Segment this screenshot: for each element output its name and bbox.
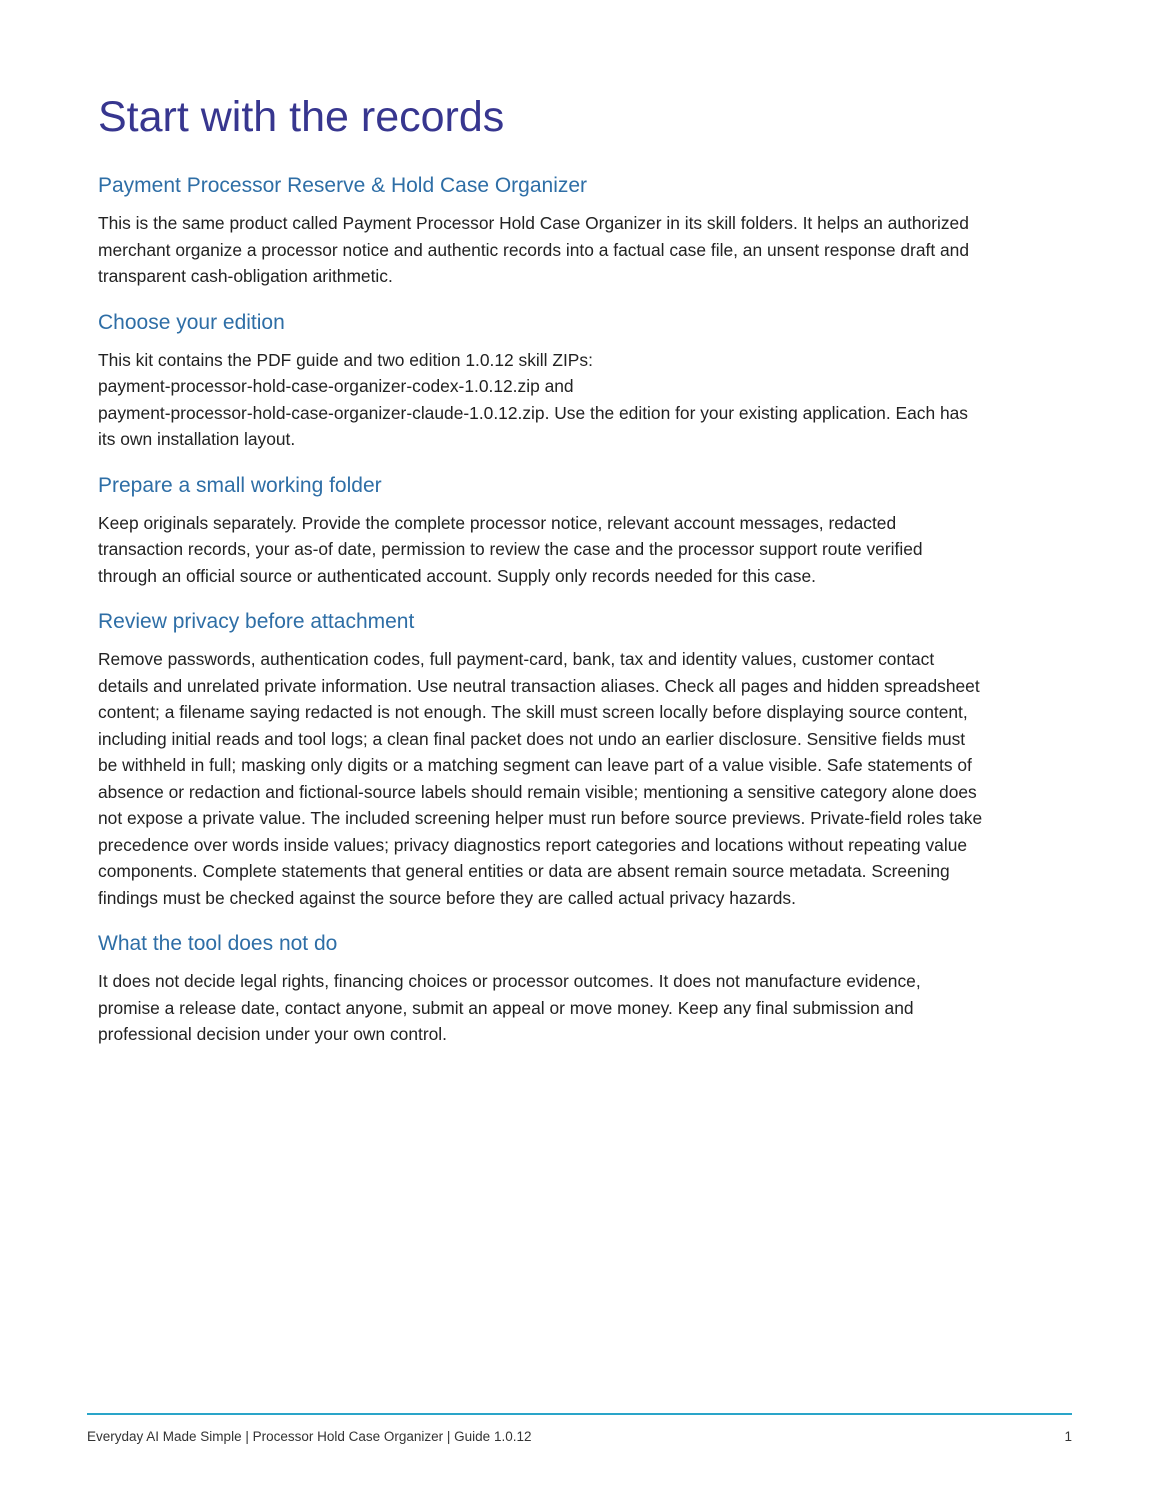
paragraph-line: be withheld in full; masking only digits or a matching segment can leave part of a value visible. Safe statements of (98, 755, 972, 775)
paragraph-line: not expose a private value. The included screening helper must run before source previews. Private-field roles take (98, 808, 983, 828)
paragraph-line: transparent cash-obligation arithmetic. (98, 266, 393, 286)
paragraph-line: payment-processor-hold-case-organizer-claude-1.0.12.zip. Use the edition for your existing application. Each has (98, 402, 968, 423)
section-paragraph (98, 210, 1064, 290)
section-tool-limits (98, 929, 1064, 1048)
paragraph-line: merchant organize a processor notice and authentic records into a factual case file, an unsent response draft and (98, 239, 970, 260)
section-paragraph (98, 968, 1064, 1048)
paragraph-line: precedence over words inside values; privacy diagnostics report categories and locations without repeating value (98, 834, 968, 855)
paragraph-line: transaction records, your as-of date, permission to review the case and the processor support route verified (98, 539, 923, 559)
paragraph-line: This kit contains the PDF guide and two edition 1.0.12 skill ZIPs: (98, 349, 593, 370)
paragraph-line: details and unrelated private information. Use neutral transaction aliases. Check all pages and hidden spreadsheet (98, 675, 980, 696)
section-paragraph (98, 510, 1064, 590)
paragraph-line: its own installation layout. (98, 429, 296, 449)
footer-text: Everyday AI Made Simple | Processor Hold Case Organizer | Guide 1.0.12 (87, 1429, 532, 1444)
paragraph-line: through an official source or authenticated account. Supply only records needed for this case. (98, 565, 816, 586)
paragraph-line: This is the same product called Payment Processor Hold Case Organizer in its skill folders. It helps an authorized (98, 213, 969, 233)
paragraph-line: Keep originals separately. Provide the complete processor notice, relevant account messages, redacted (98, 512, 897, 533)
section-heading: Payment Processor Reserve & Hold Case Organizer (98, 174, 588, 197)
paragraph-line: promise a release date, contact anyone, submit an appeal or move money. Keep any final submission and (98, 997, 914, 1018)
section-product-overview (98, 171, 1064, 290)
section-working-folder (98, 471, 1064, 590)
paragraph-line: components. Complete statements that general entities or data are absent remain source metadata. Screening (98, 861, 950, 881)
section-heading: Choose your edition (98, 310, 285, 334)
paragraph-line: content; a filename saying redacted is not enough. The skill must screen locally before displaying source content, (98, 702, 968, 722)
paragraph-line: absence or redaction and fictional-source labels should remain visible; mentioning a sensitive category alone does (98, 781, 977, 802)
paragraph-line: payment-processor-hold-case-organizer-codex-1.0.12.zip and (98, 376, 574, 396)
section-heading: Prepare a small working folder (98, 473, 382, 497)
page-title: Start with the records (98, 93, 505, 141)
section-paragraph (98, 347, 1064, 453)
page-number: 1 (1064, 1429, 1072, 1444)
section-heading: Review privacy before attachment (98, 610, 415, 633)
paragraph-line: It does not decide legal rights, financing choices or processor outcomes. It does not manufacture evidence, (98, 971, 921, 991)
paragraph-line: including initial reads and tool logs; a clean final packet does not undo an earlier disclosure. Sensitive fields must (98, 728, 966, 749)
section-privacy-review (98, 607, 1064, 911)
footer-divider (87, 1413, 1072, 1415)
paragraph-line: findings must be checked against the source before they are called actual privacy hazards. (98, 887, 796, 908)
document-body (98, 171, 1064, 1048)
section-paragraph (98, 646, 1064, 911)
paragraph-line: Remove passwords, authentication codes, full payment-card, bank, tax and identity values, customer contact (98, 649, 935, 669)
section-heading: What the tool does not do (98, 932, 338, 955)
section-choose-edition (98, 308, 1064, 453)
paragraph-line: professional decision under your own control. (98, 1024, 447, 1044)
